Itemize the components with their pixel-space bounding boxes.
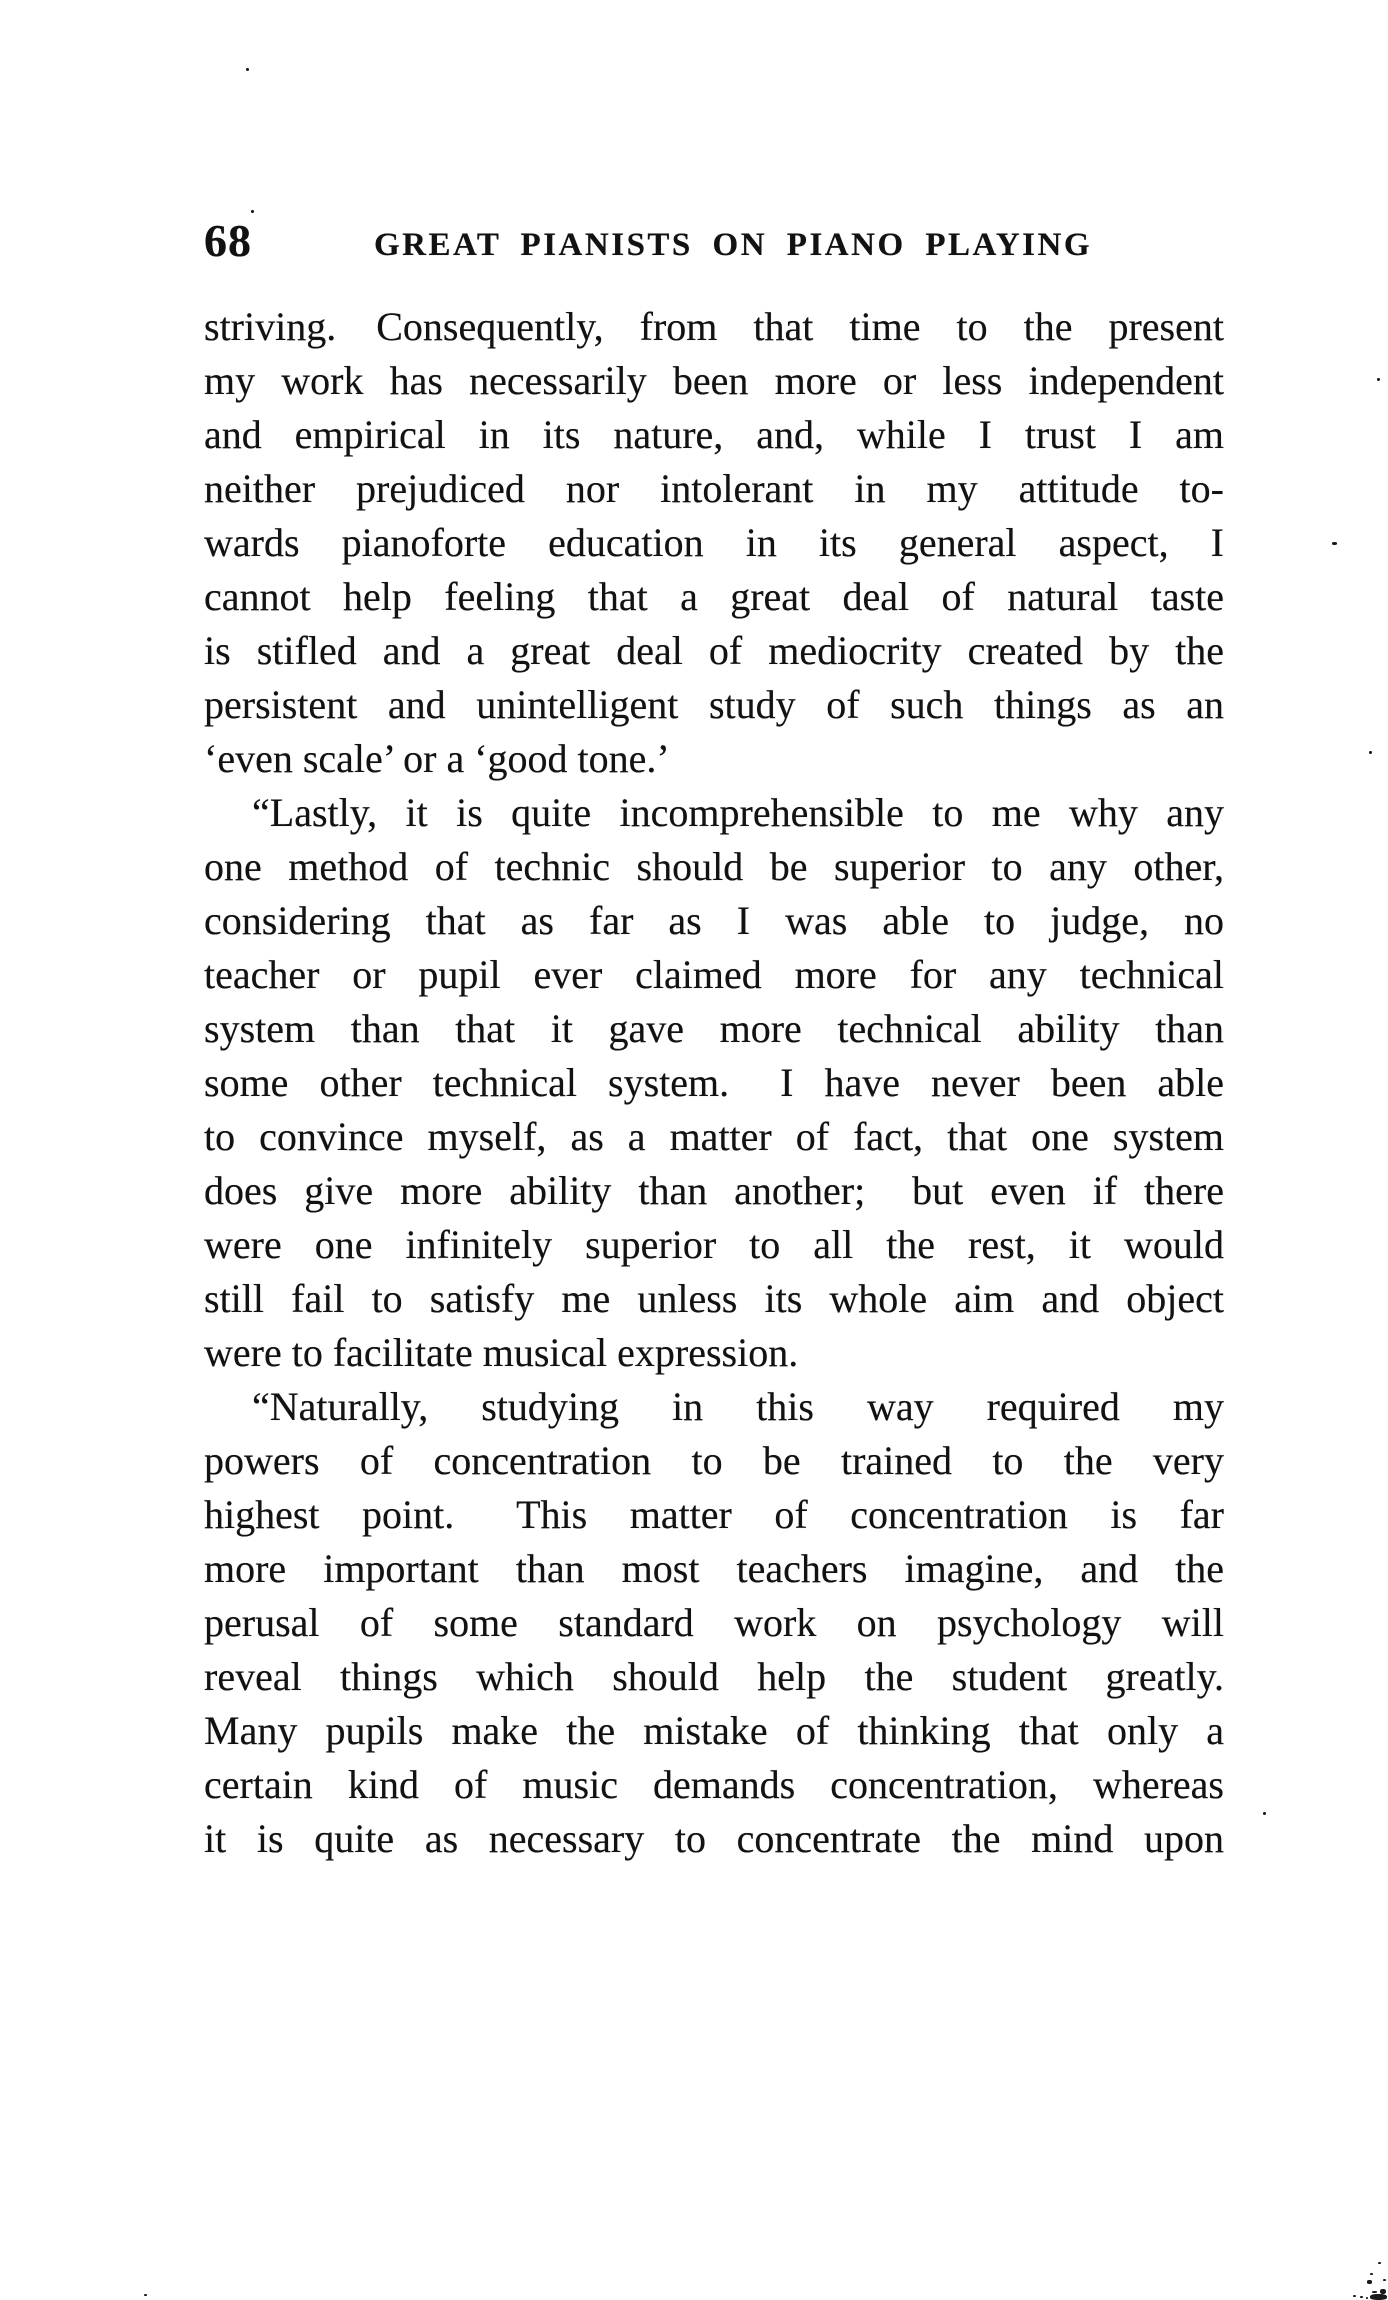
text-line: some other technical system. I have never been able	[204, 1060, 1224, 1105]
text-line: highest point. This matter of concentration is far	[204, 1492, 1224, 1537]
text-line: teacher or pupil ever claimed more for any technical	[204, 952, 1224, 997]
text-line: “Lastly, it is quite incomprehensible to me why any	[252, 790, 1224, 835]
text-line: considering that as far as I was able to judge, no	[204, 898, 1224, 943]
text-line: more important than most teachers imagine, and the	[204, 1546, 1224, 1591]
text-line: were to facilitate musical expression.	[204, 1330, 799, 1375]
scan-speck	[1383, 2279, 1386, 2281]
scan-speck	[1366, 2297, 1368, 2299]
text-line: still fail to satisfy me unless its whole aim and object	[204, 1276, 1224, 1321]
text-line: does give more ability than another; but even if there	[204, 1168, 1224, 1213]
scan-speck	[1369, 751, 1372, 754]
scan-speck	[1360, 2296, 1363, 2298]
text-line: ‘even scale’ or a ‘good tone.’	[204, 736, 670, 781]
scan-speck	[1377, 378, 1380, 381]
scan-speck	[1370, 2294, 1387, 2300]
text-line: perusal of some standard work on psychology will	[204, 1600, 1224, 1645]
text-line: “Naturally, studying in this way required my	[252, 1384, 1224, 1429]
text-line: neither prejudiced nor intolerant in my attitude to-	[204, 466, 1224, 511]
scan-speck	[1367, 2280, 1372, 2284]
text-line: one method of technic should be superior to any other,	[204, 844, 1224, 889]
text-line: cannot help feeling that a great deal of natural taste	[204, 574, 1224, 619]
text-line: my work has necessarily been more or less independent	[204, 358, 1224, 403]
text-line: striving. Consequently, from that time to the present	[204, 304, 1224, 349]
scan-speck	[246, 68, 249, 71]
scan-speck	[251, 210, 254, 213]
text-line: is stifled and a great deal of mediocrity created by the	[204, 628, 1224, 673]
scan-speck	[1372, 2291, 1377, 2293]
scan-speck	[1378, 2262, 1381, 2264]
text-line: persistent and unintelligent study of such things as an	[204, 682, 1224, 727]
scan-speck	[1353, 2295, 1356, 2297]
scan-speck	[1332, 542, 1337, 545]
scan-speck	[1263, 1812, 1266, 1815]
text-line: powers of concentration to be trained to the very	[204, 1438, 1224, 1483]
text-line: and empirical in its nature, and, while I trust I am	[204, 412, 1224, 457]
scan-speck	[144, 2294, 147, 2296]
text-line: reveal things which should help the student greatly.	[204, 1654, 1224, 1699]
text-line: system than that it gave more technical ability than	[204, 1006, 1224, 1051]
scan-speck	[1380, 2289, 1386, 2294]
text-line: certain kind of music demands concentration, whereas	[204, 1762, 1224, 1807]
text-line: Many pupils make the mistake of thinking that only a	[204, 1708, 1224, 1753]
text-line: wards pianoforte education in its general aspect, I	[204, 520, 1224, 565]
text-line: were one infinitely superior to all the rest, it would	[204, 1222, 1224, 1267]
running-title: GREAT PIANISTS ON PIANO PLAYING	[374, 227, 1093, 263]
scan-speck	[1370, 2273, 1373, 2275]
page-number: 68	[204, 215, 252, 266]
text-block	[204, 300, 1224, 1866]
text-line: it is quite as necessary to concentrate the mind upon	[204, 1816, 1224, 1861]
text-line: to convince myself, as a matter of fact, that one system	[204, 1114, 1224, 1159]
